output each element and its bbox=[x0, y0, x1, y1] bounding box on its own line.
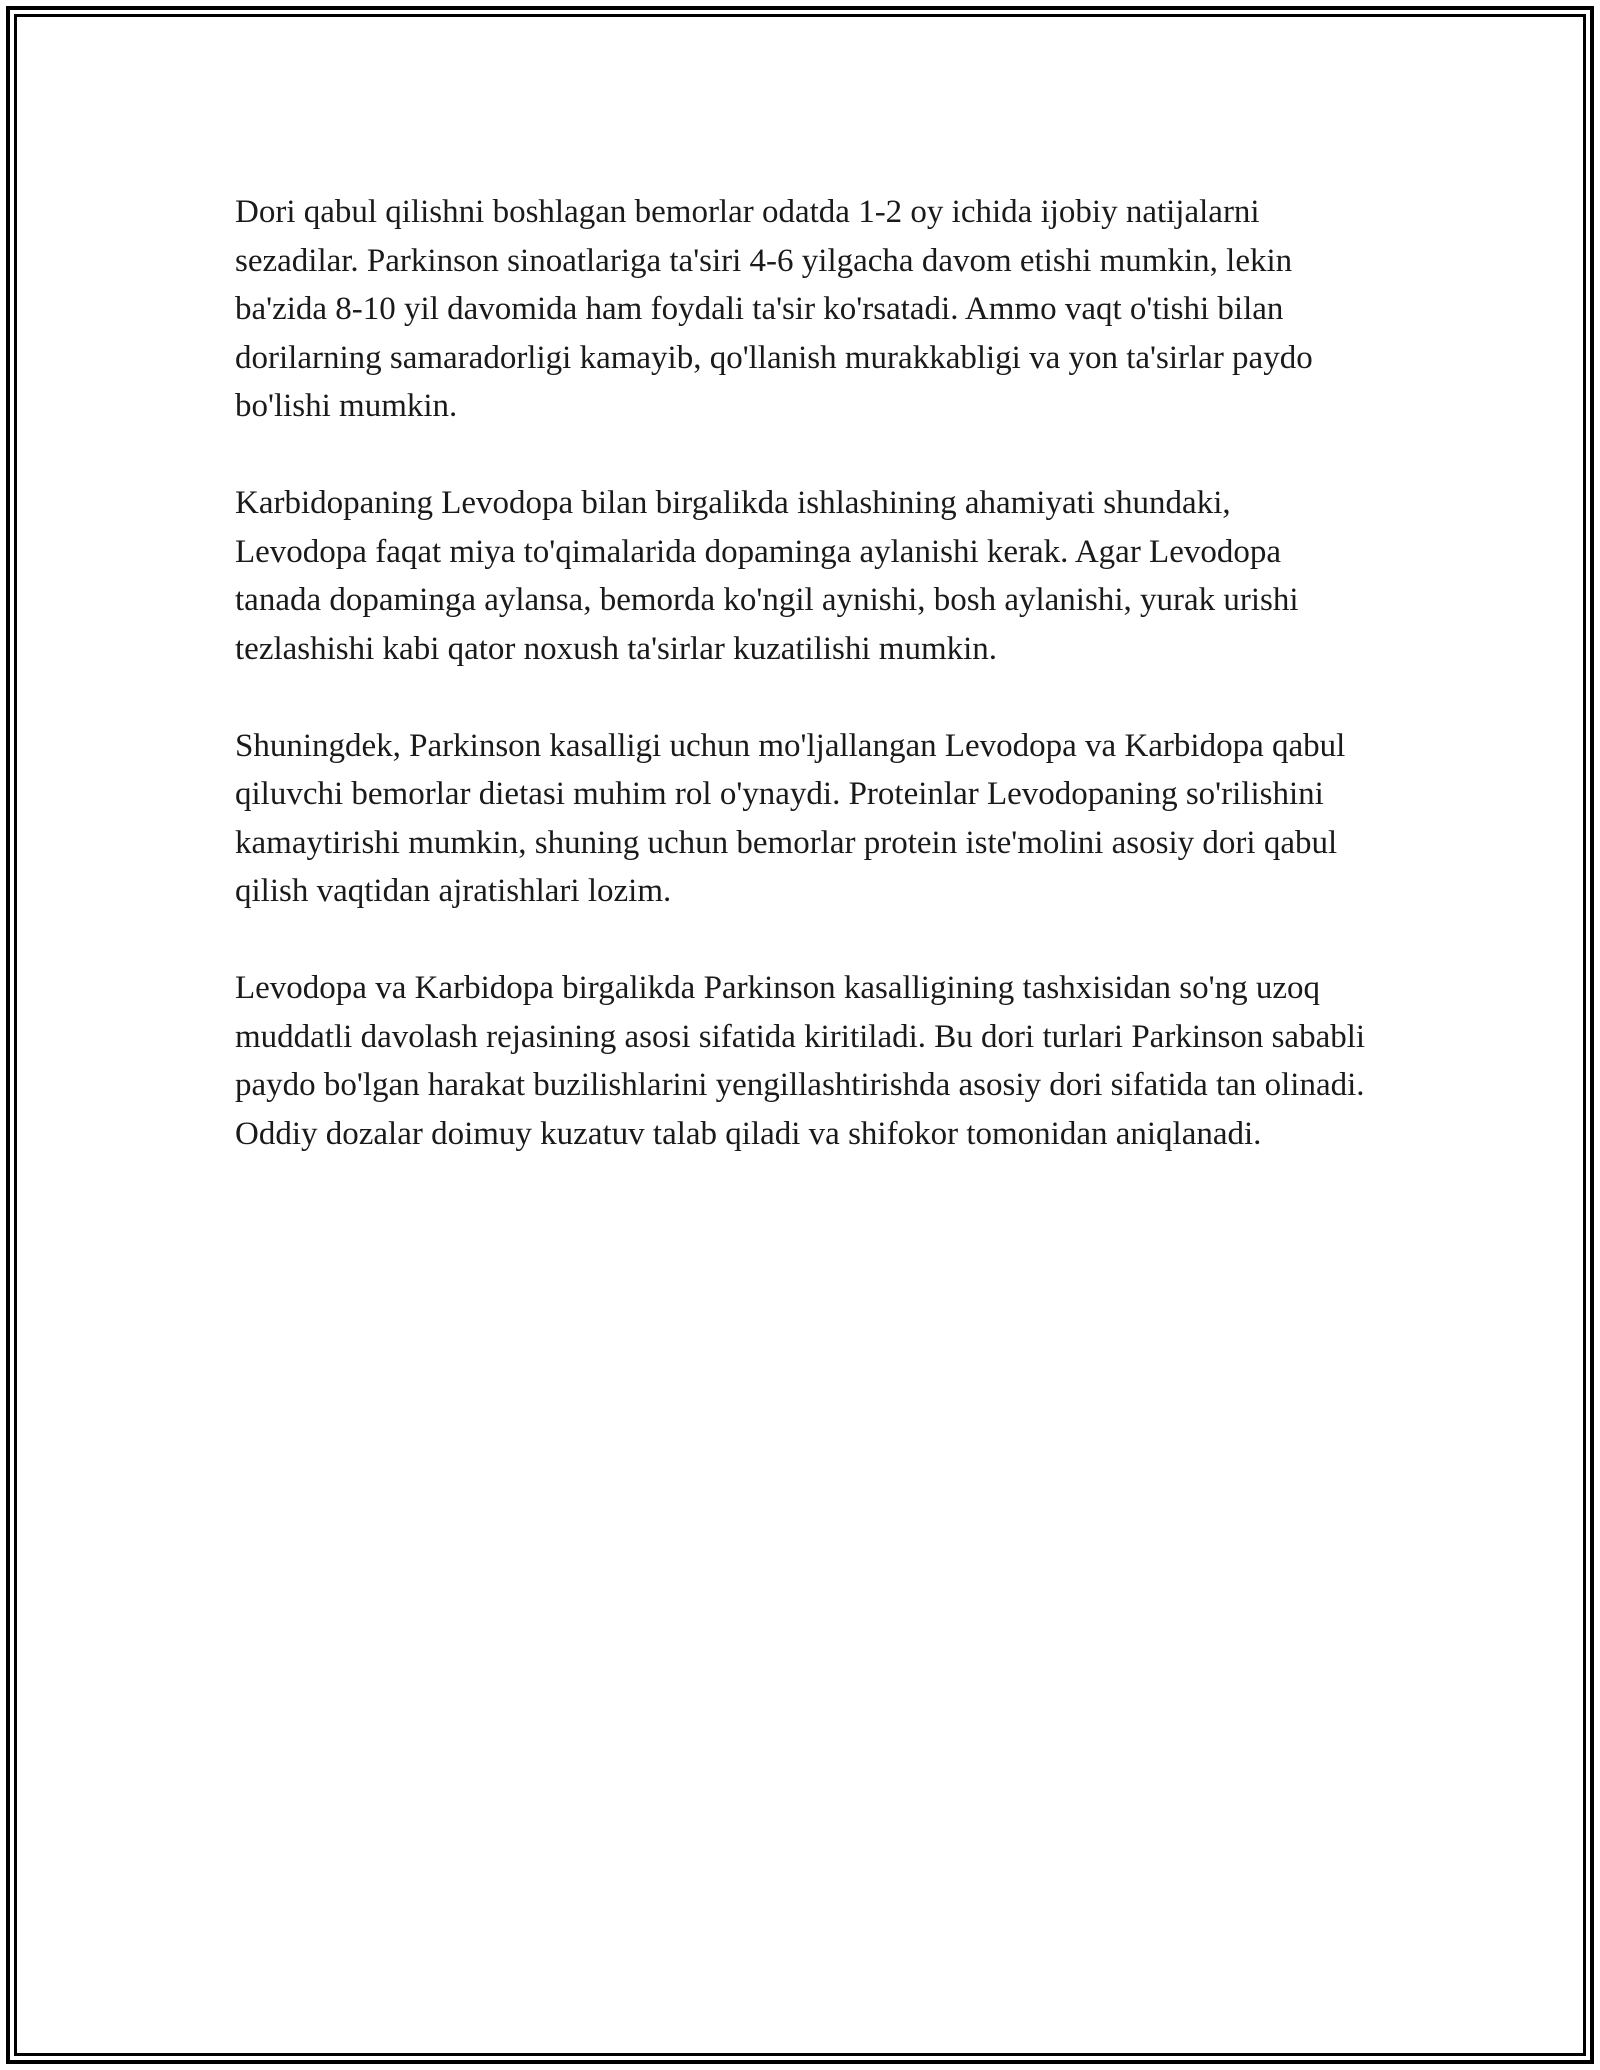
paragraph-1: Dori qabul qilishni boshlagan bemorlar odatda 1-2 oy ichida ijobiy natijalarni sezadilar. Parkinson sinoatlariga ta'siri 4-6 yilgacha davom etishi mumkin, lekin ba'zida 8-10 yil davomida ham foydali ta'sir ko'rsatadi. Ammo vaqt o'tishi bilan dorilarning samaradorligi kamayib, qo'llanish murakkabligi va yon ta'sirlar paydo bo'lishi mumkin. bbox=[235, 194, 1313, 424]
paragraph-3: Shuningdek, Parkinson kasalligi uchun mo'ljallangan Levodopa va Karbidopa qabul qiluvchi bemorlar dietasi muhim rol o'ynaydi. Proteinlar Levodopaning so'rilishini kamaytirishi mumkin, shuning uchun bemorlar protein iste'molini asosiy dori qabul qilish vaqtidan ajratishlari lozim. bbox=[235, 727, 1346, 909]
paragraph-4: Levodopa va Karbidopa birgalikda Parkinson kasalligining tashxisidan so'ng uzoq muddatli davolash rejasining asosi sifatida kiritiladi. Bu dori turlari Parkinson sababli paydo bo'lgan harakat buzilishlarini yengillashtirishda asosiy dori sifatida tan olinadi. Oddiy dozalar doimuy kuzatuv talab qiladi va shifokor tomonidan aniqlanadi. bbox=[235, 970, 1366, 1152]
paragraph-2: Karbidopaning Levodopa bilan birgalikda ishlashining ahamiyati shundaki, Levodopa faqat miya to'qimalarida dopaminga aylanishi kerak. Agar Levodopa tanada dopaminga aylansa, bemorda ko'ngil aynishi, bosh aylanishi, yurak urishi tezlashishi kabi qator noxush ta'sirlar kuzatilishi mumkin. bbox=[235, 485, 1299, 667]
document-body bbox=[235, 188, 1370, 1207]
